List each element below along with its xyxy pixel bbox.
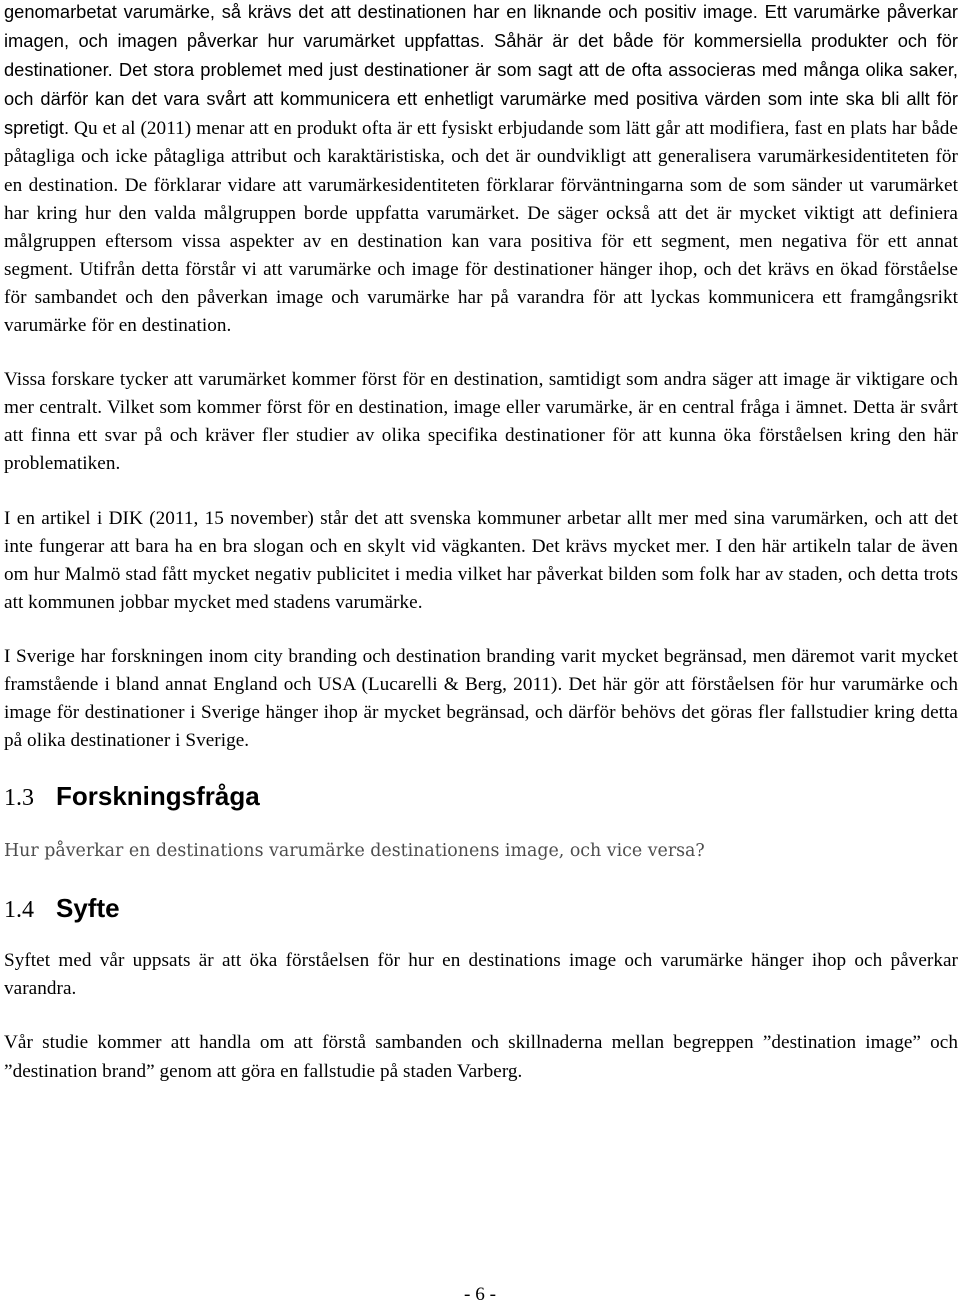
paragraph-3: I en artikel i DIK (2011, 15 november) står det att svenska kommuner arbetar allt mer med sina varumärken, och att det inte fungerar att bara ha en bra slogan och en skylt vid vägkanten. Det krävs mycket mer. I den här artikeln talar de även om hur Malmö stad fått mycket negativ publicitet i media vilket har påverkat bilden som folk har av staden, och detta trots att kommunen jobbar mycket med stadens varumärke.: [4, 507, 958, 613]
section-number: 1.4: [4, 897, 34, 924]
paragraph-2: Vissa forskare tycker att varumärket kommer först för en destination, samtidigt som andra säger att image är viktigare och mer centralt. Vilket som kommer först för en destination, image eller varumärke, är en central fråga i ämnet. Detta är svårt att finna ett svar på och kräver fler studier av olika specifika destinationer för att kunna öka förståelsen kring den här problematiken.: [4, 369, 958, 475]
section-title: Forskningsfråga: [56, 781, 260, 812]
paragraph-6: Vår studie kommer att handla om att förstå sambanden och skillnaderna mellan begreppen ”destination image” och ”destination brand” genom att göra en fallstudie på staden Varberg.: [4, 1032, 958, 1082]
research-question: Hur påverkar en destinations varumärke destinationens image, och vice versa?: [4, 841, 705, 862]
page-number: - 6 -: [464, 1284, 496, 1305]
document-page: [4, 0, 958, 1086]
paragraph-1: [4, 0, 958, 340]
paragraph-5: Syftet med vår uppsats är att öka förståelsen för hur en destinations image och varumärke hänger ihop och påverkar varandra.: [4, 950, 958, 1000]
paragraph-4: I Sverige har forskningen inom city branding och destination branding varit mycket begränsad, men däremot varit mycket framstående i bland annat England och USA (Lucarelli & Berg, 2011). Det här gör att förståelsen för hur varumärke och image för destinationer i Sverige hänger ihop är mycket begränsad, och därför behövs det göras fler fallstudier kring detta på olika destinationer i Sverige.: [4, 645, 958, 752]
section-heading-1-4: [4, 889, 958, 929]
section-heading-1-3: [4, 777, 958, 817]
paragraph-1-serif-part: Qu et al (2011) menar att en produkt ofta är ett fysiskt erbjudande som lätt går att modifiera, fast en plats har både påtagliga och icke påtagliga attribut och karaktäristiska, och det är oundvikligt att generalisera varumärkesidentiteten för en destination. De förklarar vidare att varumärkesidentiteten förklarar förväntningarna som de som sänder ut varumärket har kring hur den valda målgruppen borde uppfatta varumärket. De säger också att det är mycket viktigt att definiera målgruppen eftersom vissa aspekter av en destination kan vara positiva för ett segment, men negativa för ett annat segment. Utifrån detta förstår vi att varumärke och image för destinationer hänger ihop, och det krävs en ökad förståelse för sambandet och den påverkan image och varumärke har på varandra för att lyckas kommunicera ett framgångsrikt varumärke för en destination.: [4, 118, 958, 337]
section-title: Syfte: [56, 893, 120, 924]
paragraph-1-sans-part: genomarbetat varumärke, så krävs det att destinationen har en liknande och positiv image. Ett varumärke påverkar imagen, och imagen påverkar hur varumärket uppfattas. Såhär är det både för kommersiella produkter och för destinationer. Det stora problemet med just destinationer är som sagt att de ofta associeras med många olika saker, och därför kan det vara svårt att kommunicera ett enhetligt varumärke med positiva värden som inte ska bli allt för spretigt.: [4, 1, 958, 139]
section-number: 1.3: [4, 785, 34, 812]
